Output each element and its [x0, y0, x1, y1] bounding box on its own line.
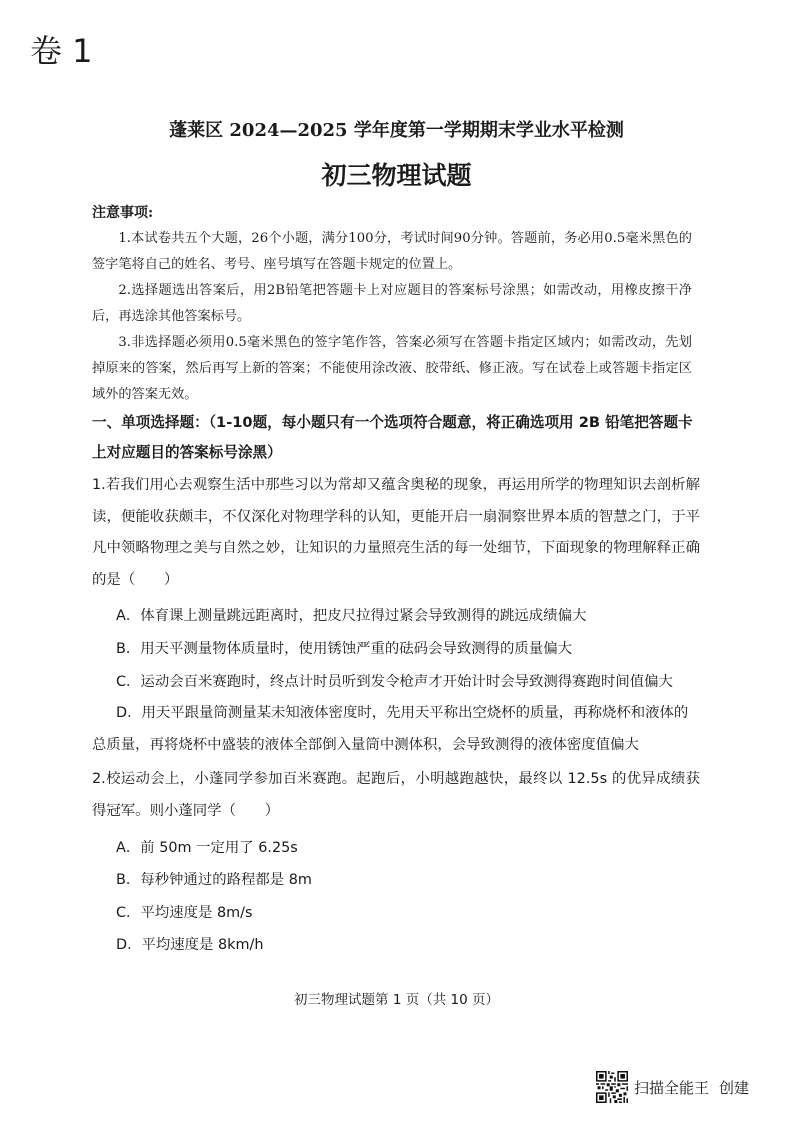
question-option: C．运动会百米赛跑时，终点计时员听到发令枪声才开始计时会导致测得赛跑时间值偏大 [116, 674, 673, 690]
notice-item: 1.本试卷共五个大题，26个小题，满分100分，考试时间90分钟。答题前，务必用0.5毫米黑色的签字笔将自己的姓名、考号、座号填写在答题卡规定的位置上。 [92, 231, 692, 272]
question-option: C．平均速度是 8m/s [116, 905, 253, 921]
question-option: A．前 50m 一定用了 6.25s [116, 840, 298, 856]
subject-title: 初三物理试题 [321, 161, 472, 190]
notice-item: 3.非选择题必须用0.5毫米黑色的签字笔作答，答案必须写在答题卡指定区域内；如需改动，先划掉原来的答案，然后再写上新的答案；不能使用涂改液、胶带纸、修正液。写在试卷上或答题卡指定区域外的答案无效。 [92, 335, 692, 402]
page-footer: 初三物理试题第 1 页（共 10 页） [294, 992, 499, 1008]
qr-code-icon [596, 1071, 628, 1103]
corner-label: 卷 1 [30, 32, 93, 70]
notice-heading: 注意事项: [92, 205, 154, 221]
section-heading: 一、单项选择题：（1-10题，每小题只有一个选项符合题意，将正确选项用 2B 铅笔把答题卡上对应题目的答案标号涂黑） [92, 414, 693, 461]
question-option: D．用天平跟量筒测量某未知液体密度时，先用天平称出空烧杯的质量，再称烧杯和液体的总质量，再将烧杯中盛装的液体全部倒入量筒中测体积，会导致测得的液体密度值偏大 [92, 705, 689, 753]
notice-item: 2.选择题选出答案后，用2B铅笔把答题卡上对应题目的答案标号涂黑；如需改动，用橡皮擦干净后，再选涂其他答案标号。 [92, 283, 692, 324]
scanner-app-name: 扫描全能王 [634, 1078, 710, 1097]
scanner-suffix: 创建 [719, 1078, 750, 1097]
scanner-watermark [596, 1071, 749, 1103]
question-option: A．体育课上测量跳远距离时，把皮尺拉得过紧会导致测得的跳远成绩偏大 [116, 608, 587, 624]
question-stem: 1.若我们用心去观察生活中那些习以为常却又蕴含奥秘的现象，再运用所学的物理知识去剖析解读，便能收获颇丰，不仅深化对物理学科的认知，更能开启一扇洞察世界本质的智慧之门，于平凡中领略物理之美与自然之妙，让知识的力量照亮生活的每一处细节，下面现象的物理解释正确的是（ ） [92, 477, 700, 588]
question-option: B．用天平测量物体质量时，使用锈蚀严重的砝码会导致测得的质量偏大 [116, 641, 572, 657]
question-option: B．每秒钟通过的路程都是 8m [116, 872, 312, 888]
question-option: D．平均速度是 8km/h [116, 937, 264, 953]
question-stem: 2.校运动会上，小蓬同学参加百米赛跑。起跑后，小明越跑越快，最终以 12.5s 的优异成绩获得冠军。则小蓬同学（ ） [92, 771, 700, 819]
exam-title: 蓬莱区 2024—2025 学年度第一学期期末学业水平检测 [169, 120, 624, 141]
